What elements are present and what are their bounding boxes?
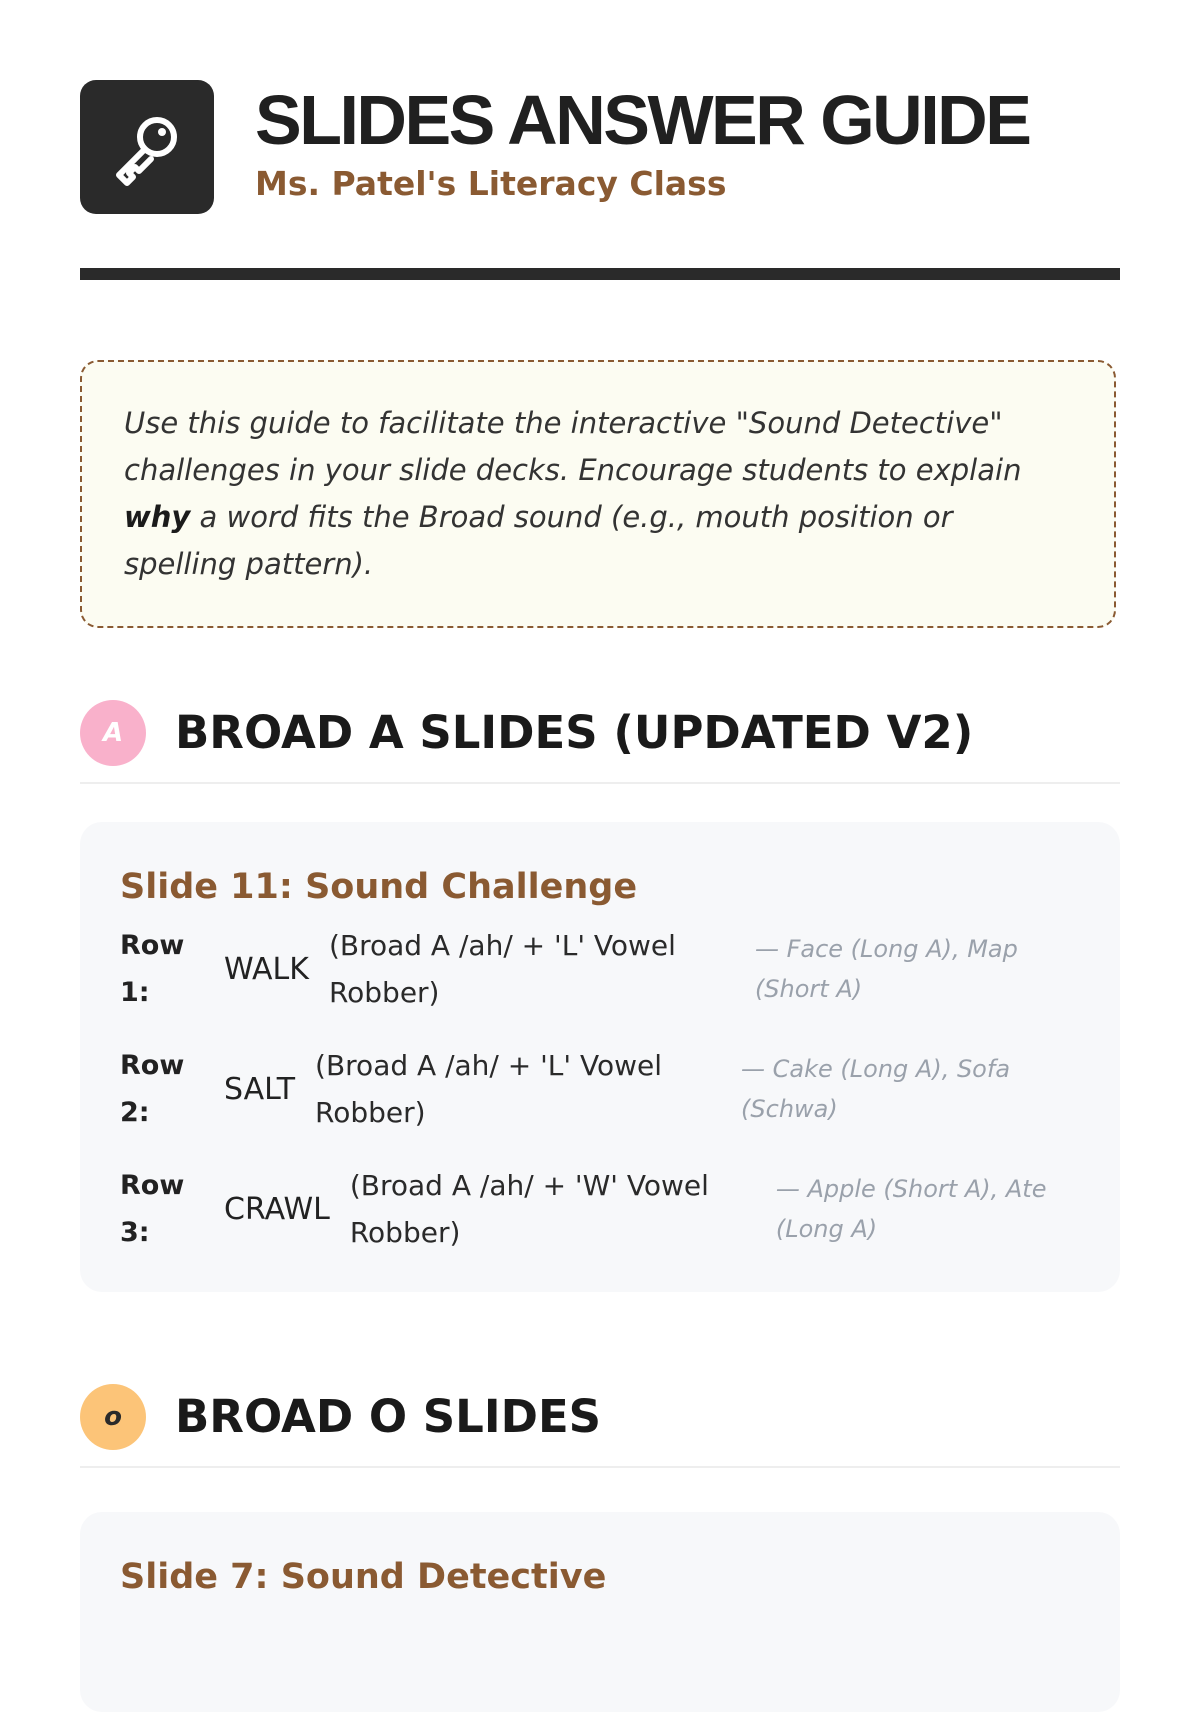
answer-word: SALT <box>224 1071 296 1107</box>
intro-note <box>80 360 1116 628</box>
answer-description: (Broad A /ah/ + 'L' Vowel Robber) <box>315 1049 663 1129</box>
answer-description: (Broad A /ah/ + 'W' Vowel Robber) <box>349 1169 709 1249</box>
slide-11-card <box>80 822 1120 1292</box>
intro-note-emphasis: why <box>124 500 191 534</box>
distractor-words: — Cake (Long A), Sofa (Schwa) <box>741 1055 1011 1123</box>
row-label: Row 1: <box>120 930 185 1008</box>
page-title: SLIDES ANSWER GUIDE <box>255 81 1030 159</box>
answer-word: WALK <box>224 951 309 987</box>
section-a-divider <box>80 782 1120 784</box>
section-a-title: BROAD A SLIDES (UPDATED V2) <box>175 706 974 759</box>
header-divider <box>80 268 1120 280</box>
slide-11-title: Slide 11: Sound Challenge <box>120 867 638 907</box>
slide-7-card <box>80 1512 1120 1712</box>
key-icon <box>107 107 187 187</box>
section-a-badge: A <box>80 700 146 766</box>
section-o-badge: o <box>80 1384 146 1450</box>
answer-row <box>120 1162 1080 1256</box>
section-broad-a-heading <box>80 700 1120 780</box>
answer-row <box>120 1042 1080 1136</box>
answer-word: CRAWL <box>224 1191 330 1227</box>
section-o-title: BROAD O SLIDES <box>175 1390 602 1443</box>
section-o-divider <box>80 1466 1120 1468</box>
intro-note-part1: Use this guide to facilitate the interactive "Sound Detective" challenges in your slide decks. Encourage students to explain <box>124 406 1022 487</box>
class-subtitle: Ms. Patel's Literacy Class <box>255 164 727 203</box>
slide-7-title: Slide 7: Sound Detective <box>120 1557 607 1597</box>
intro-note-text <box>124 400 1072 588</box>
intro-note-part2: a word fits the Broad sound (e.g., mouth position or spelling pattern). <box>124 500 953 581</box>
row-label: Row 2: <box>120 1050 185 1128</box>
row-label: Row 3: <box>120 1170 185 1248</box>
answer-description: (Broad A /ah/ + 'L' Vowel Robber) <box>328 929 676 1009</box>
distractor-words: — Apple (Short A), Ate (Long A) <box>775 1175 1047 1243</box>
answer-row <box>120 922 1080 1016</box>
section-broad-o-heading <box>80 1384 1120 1464</box>
distractor-words: — Face (Long A), Map (Short A) <box>754 935 1018 1003</box>
logo-badge <box>80 80 214 214</box>
page-header <box>80 80 1120 214</box>
